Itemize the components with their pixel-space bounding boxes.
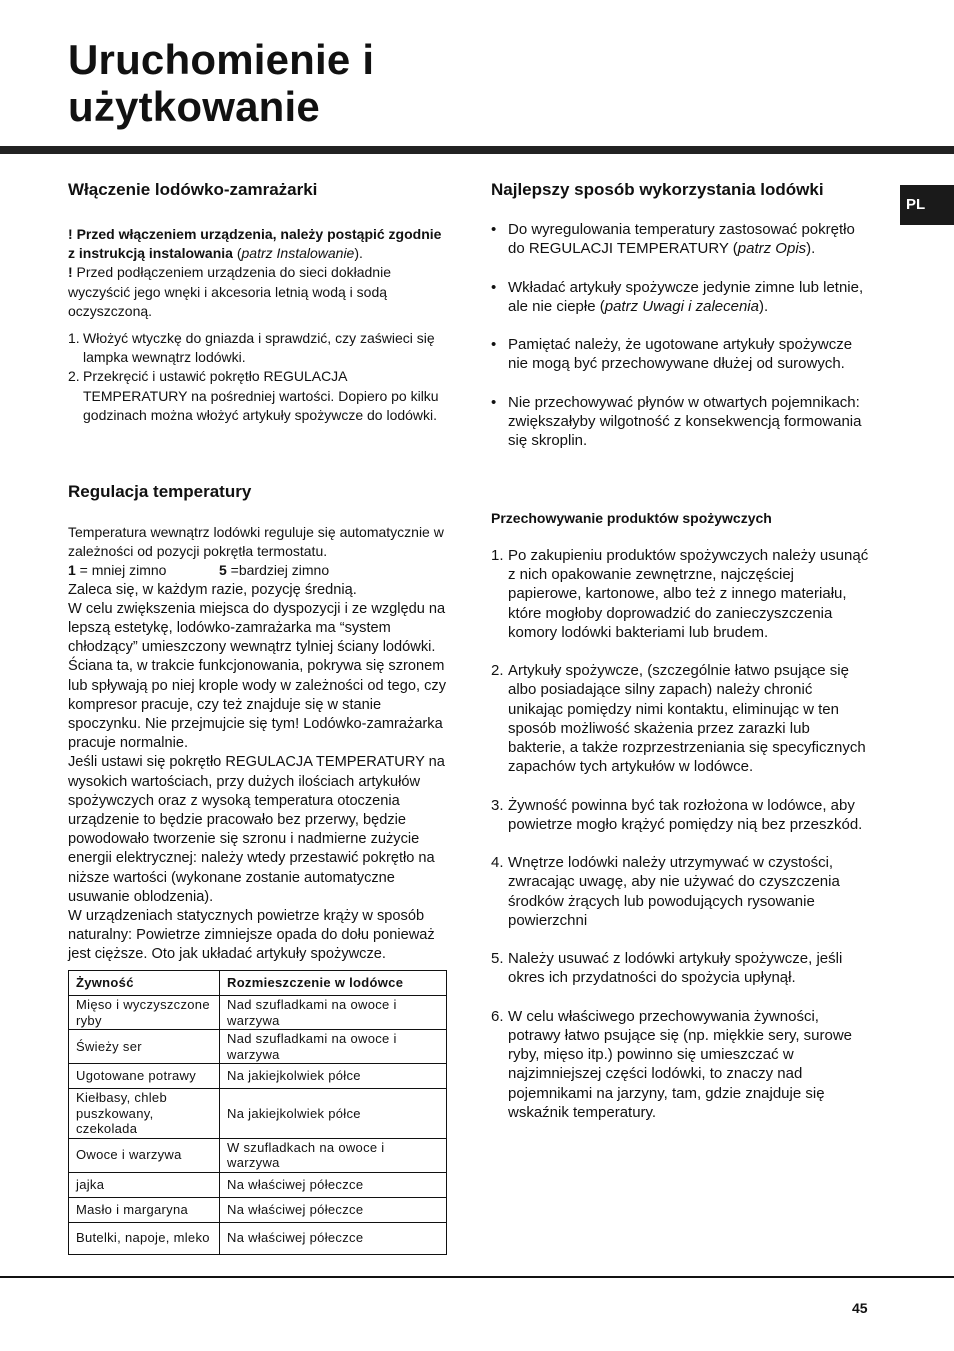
item-text: Żywność powinna być tak rozłożona w lodówce, aby powietrze mogło krążyć pomiędzy nią bez przeszkód. xyxy=(508,796,863,833)
placement-cell: Na jakiejkolwiek półce xyxy=(220,1089,447,1139)
title-line-2: użytkowanie xyxy=(68,83,320,130)
food-cell: Butelki, napoje, mleko xyxy=(69,1222,220,1254)
placement-cell: Na właściwej półeczce xyxy=(220,1222,447,1254)
item-number: 3. xyxy=(491,796,504,814)
section-heading-best-use: Najlepszy sposób wykorzystania lodówki xyxy=(491,180,824,199)
placement-cell: Nad szufladkami na owoce i warzywa xyxy=(220,1030,447,1064)
bullet: • xyxy=(491,278,497,296)
scale-1-text: = mniej zimno xyxy=(75,562,167,579)
warning-2-text: Przed podłączeniem urządzenia do sieci dokładnie wyczyścić jego wnęki i akcesoria letnią wodą i sodą oczyszczoną. xyxy=(68,264,391,319)
tip-ref: patrz Opis xyxy=(737,240,807,258)
list-item xyxy=(491,661,869,776)
list-item xyxy=(491,278,869,316)
step-number: 1. xyxy=(68,330,80,347)
section-switch-on xyxy=(68,180,446,425)
list-item xyxy=(491,949,869,987)
section-heading-temperature: Regulacja temperatury xyxy=(68,482,252,501)
placement-cell: Na właściwej półeczce xyxy=(220,1172,447,1197)
warning-1-mark: ! xyxy=(68,226,73,242)
header-rule xyxy=(0,146,954,154)
page-title xyxy=(68,36,374,130)
section-heading-switch-on: Włączenie lodówko-zamrażarki xyxy=(68,180,318,199)
temperature-scale xyxy=(68,561,446,580)
warning-1-open: ( xyxy=(232,245,242,262)
tip-text: Nie przechowywać płynów w otwartych pojemnikach: zwiększałyby wilgotność z konsekwencją formowania się skroplin. xyxy=(508,393,862,450)
list-item xyxy=(491,796,869,834)
food-placement-table xyxy=(68,970,447,1255)
placement-cell: Na jakiejkolwiek półce xyxy=(220,1064,447,1089)
placement-cell: W szufladkach na owoce i warzywa xyxy=(220,1138,447,1172)
list-item xyxy=(491,335,869,373)
language-tab: PL xyxy=(900,185,954,225)
table-row xyxy=(69,996,447,1030)
item-number: 1. xyxy=(491,547,504,564)
item-number: 5. xyxy=(491,950,504,968)
footer-rule xyxy=(0,1276,954,1278)
table-row xyxy=(69,1222,447,1254)
table-row xyxy=(69,1030,447,1064)
bullet: • xyxy=(491,336,497,354)
scale-5-number: 5 xyxy=(219,562,227,579)
list-item xyxy=(68,329,446,367)
tip-text: Wkładać artykuły spożywcze jedynie zimne lub letnie, ale nie ciepłe ( xyxy=(508,278,864,315)
title-line-1: Uruchomienie i xyxy=(68,36,375,83)
list-item xyxy=(491,393,869,451)
table-row xyxy=(69,1197,447,1222)
best-use-tips xyxy=(491,220,869,450)
food-cell: Masło i margaryna xyxy=(69,1197,220,1222)
list-item xyxy=(491,220,869,258)
table-row xyxy=(69,1064,447,1089)
table-header-food: Żywność xyxy=(69,971,220,996)
food-cell: jajka xyxy=(69,1172,220,1197)
temperature-body: Zaleca się, w każdym razie, pozycję średnią. W celu zwiększenia miejsca do dyspozycji i ze względu na lepszą estetykę, lodówko-zamrażarka ma “system chłodzący” umieszczony wewnątrz tylniej ściany lodówki. Ściana ta, w trakcie funkcjonowania, pokrywa się szronem lub spływają po niej krople wody w zależności od tego, czy kompresor pracuje, czy też znajduje się w stanie spoczynku. Nie przejmujcie się tym! Lodówko-zamrażarka pracuje normalnie. Jeśli ustawi się pokrętło REGULACJA TEMPERATURY na wysokich wartościach, przy dużych ilościach artykułów spożywczych oraz z wysoką temperatura otoczenia urządzenie to będzie pracowało bez przerwy, będzie powodowało tworzenie się szronu i nadmierne zużycie energii elektrycznej: należy wtedy przestawić pokrętło na niższe wartości (wykonane zostanie automatyczne usuwanie oblodzenia). W urządzeniach statycznych powietrze krąży w sposób naturalny: Powietrze zimniejsze opada do dołu ponieważ jest cięższe. Oto jak układać artykuły spożywcze. xyxy=(68,581,447,963)
bullet: • xyxy=(491,393,497,411)
item-text: W celu właściwego przechowywania żywności, potrawy łatwo psujące się (np. miękkie sery, surowe ryby, mięso itp.) powinno się umieszczać w najzimniejszej części lodówki, to znaczy nad pojemnikami na jarzyny, tam, gdzie znajduje się wskaźnik temperatury. xyxy=(508,1007,853,1121)
placement-cell: Na właściwej półeczce xyxy=(220,1197,447,1222)
food-cell: Ugotowane potrawy xyxy=(69,1064,220,1089)
table-row xyxy=(69,1172,447,1197)
bullet: • xyxy=(491,221,497,238)
storage-list xyxy=(491,546,869,1122)
tip-text: Do wyregulowania temperatury zastosować pokrętło do REGULACJI TEMPERATURY ( xyxy=(508,221,855,258)
section-best-use xyxy=(491,180,869,470)
item-text: Wnętrze lodówki należy utrzymywać w czystości, zwracając uwagę, aby nie używać do czyszczenia środków żrących lub powodujących rysowanie powierzchni xyxy=(508,854,840,929)
table-row xyxy=(69,1138,447,1172)
tip-end: ). xyxy=(758,297,769,315)
food-cell: Owoce i warzywa xyxy=(69,1138,220,1172)
tip-ref: patrz Uwagi i zalecenia xyxy=(604,297,759,315)
table-row xyxy=(69,1089,447,1139)
list-item xyxy=(491,853,869,930)
temperature-intro: Temperatura wewnątrz lodówki reguluje się automatycznie w zależności od pozycji pokrętła termostatu. xyxy=(68,524,444,560)
food-cell: Świeży ser xyxy=(69,1030,220,1064)
warning-1 xyxy=(68,225,446,263)
item-number: 6. xyxy=(491,1007,504,1025)
food-cell: Mięso i wyczyszczone ryby xyxy=(69,996,220,1030)
item-text: Po zakupieniu produktów spożywczych należy usunąć z nich opakowanie zewnętrzne, najczęściej papierowe, kartonowe, albo też z innego materiału, które mogłoby doprowadzić do zanieczyszczenia komory lodówki bakteriami lub brudem. xyxy=(508,547,869,641)
warning-1-ref: patrz Instalowanie xyxy=(241,245,355,262)
item-number: 2. xyxy=(491,662,504,680)
storage-subheading: Przechowywanie produktów spożywczych xyxy=(491,510,772,526)
step-text: Włożyć wtyczkę do gniazda i sprawdzić, czy zaświeci się lampka wewnątrz lodówki. xyxy=(83,330,435,366)
scale-1-number: 1 xyxy=(68,562,76,579)
food-cell: Kiełbasy, chleb puszkowany, czekolada xyxy=(69,1089,220,1139)
warning-2-mark: ! xyxy=(68,264,73,281)
scale-5-text: =bardziej zimno xyxy=(226,562,330,579)
step-number: 2. xyxy=(68,368,80,385)
placement-cell: Nad szufladkami na owoce i warzywa xyxy=(220,996,447,1030)
table-header-row xyxy=(69,971,447,996)
warning-1-close: ). xyxy=(354,245,363,262)
section-storage xyxy=(491,510,869,1141)
switch-on-steps xyxy=(68,329,446,425)
list-item xyxy=(68,367,446,425)
table-header-placement: Rozmieszczenie w lodówce xyxy=(220,971,447,996)
tip-text: Pamiętać należy, że ugotowane artykuły spożywcze nie mogą być przechowywane dłużej od surowych. xyxy=(508,336,853,373)
page-number: 45 xyxy=(852,1300,868,1316)
tip-end: ). xyxy=(806,240,816,258)
section-temperature xyxy=(68,482,446,965)
item-number: 4. xyxy=(491,854,504,872)
list-item xyxy=(491,546,869,642)
warning-1-bold: Przed włączeniem urządzenia, należy postąpić zgodnie z instrukcją instalowania xyxy=(68,226,442,262)
step-text: Przekręcić i ustawić pokrętło REGULACJA TEMPERATURY na pośredniej wartości. Dopiero po kilku godzinach można włożyć artykuły spożywcze do lodówki. xyxy=(83,368,439,423)
warning-2 xyxy=(68,263,446,321)
item-text: Artykuły spożywcze, (szczególnie łatwo psujące się albo posiadające silny zapach) należy chronić unikając pomiędzy nimi kontaktu, eliminując w ten sposób możliwość skażenia przez zarazki lub bakterie, a także rozprzestrzeniania się specyficznych zapachów tych artykułów w lodówce. xyxy=(508,662,866,776)
item-text: Należy usuwać z lodówki artykuły spożywcze, jeśli okres ich przydatności do spożycia upłynął. xyxy=(508,950,843,987)
list-item xyxy=(491,1007,869,1122)
